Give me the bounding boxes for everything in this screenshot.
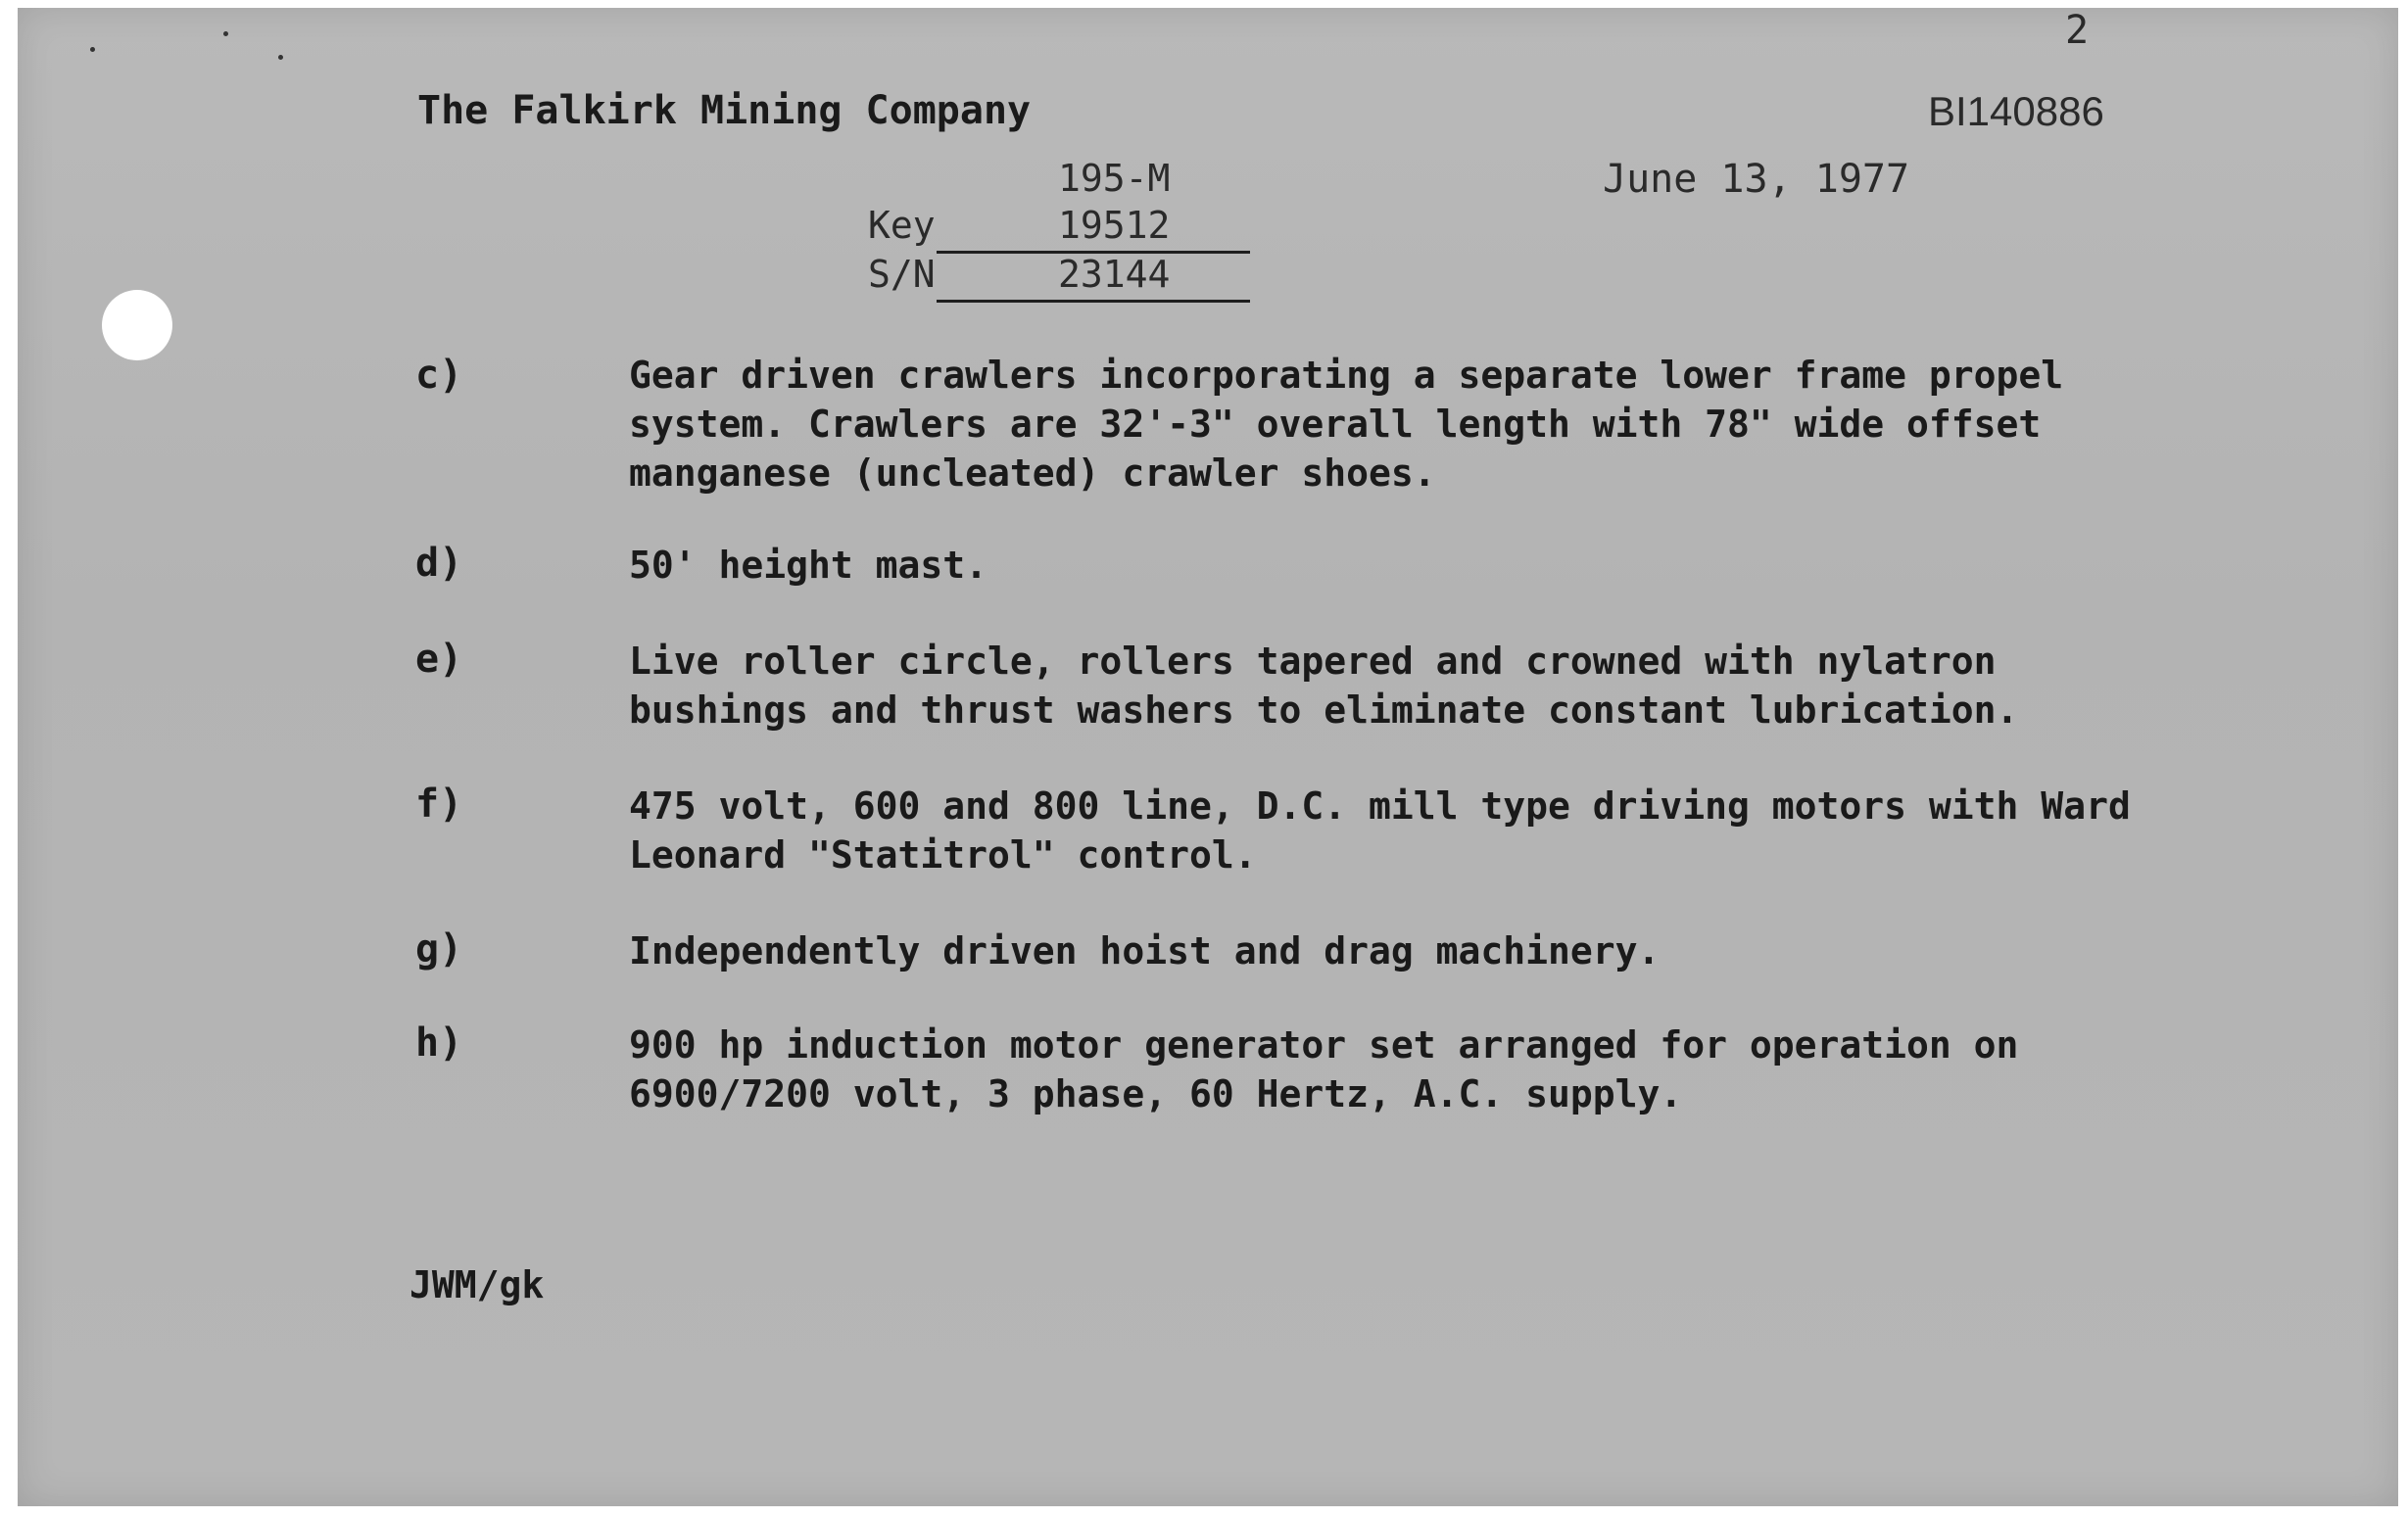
company-name: The Falkirk Mining Company — [417, 88, 1032, 133]
item-letter: h) — [415, 1020, 463, 1066]
item-text: Independently driven hoist and drag machinery. — [629, 929, 1661, 972]
key-value: 19512 — [1058, 204, 1171, 247]
model-number: 195-M — [1058, 157, 1171, 200]
item-text: 900 hp induction motor generator set arranged for operation on 6900/7200 volt, 3 phase, 60 Hertz, A.C. supply. — [629, 1023, 2019, 1115]
item-letter: d) — [415, 541, 463, 586]
serial-label: S/N — [868, 253, 936, 296]
paper-sheet — [18, 8, 2398, 1506]
speck — [90, 47, 95, 52]
punch-hole — [102, 290, 172, 360]
item-letter: e) — [415, 637, 463, 682]
speck — [278, 55, 283, 60]
item-text: 50' height mast. — [629, 544, 988, 587]
serial-value: 23144 — [1058, 253, 1171, 296]
item-letter: f) — [415, 782, 463, 827]
item-text: Gear driven crawlers incorporating a separate lower frame propel system. Crawlers are 32'-3" overall length with 78" wide offset manganese (uncleated) crawler shoes. — [629, 354, 2064, 495]
item-letter: g) — [415, 926, 463, 972]
author-initials: JWM/gk — [409, 1263, 545, 1306]
key-label: Key — [868, 204, 936, 247]
speck — [223, 31, 228, 36]
item-text: Live roller circle, rollers tapered and crowned with nylatron bushings and thrust washers to eliminate constant lubrication. — [629, 640, 2019, 732]
bates-number: BI140886 — [1928, 88, 2104, 134]
document-date: June 13, 1977 — [1603, 157, 1910, 202]
item-text: 475 volt, 600 and 800 line, D.C. mill type driving motors with Ward Leonard "Statitrol" control. — [629, 784, 2131, 877]
page-number: 2 — [2065, 8, 2090, 53]
serial-underline — [937, 300, 1250, 303]
item-letter: c) — [415, 353, 463, 398]
